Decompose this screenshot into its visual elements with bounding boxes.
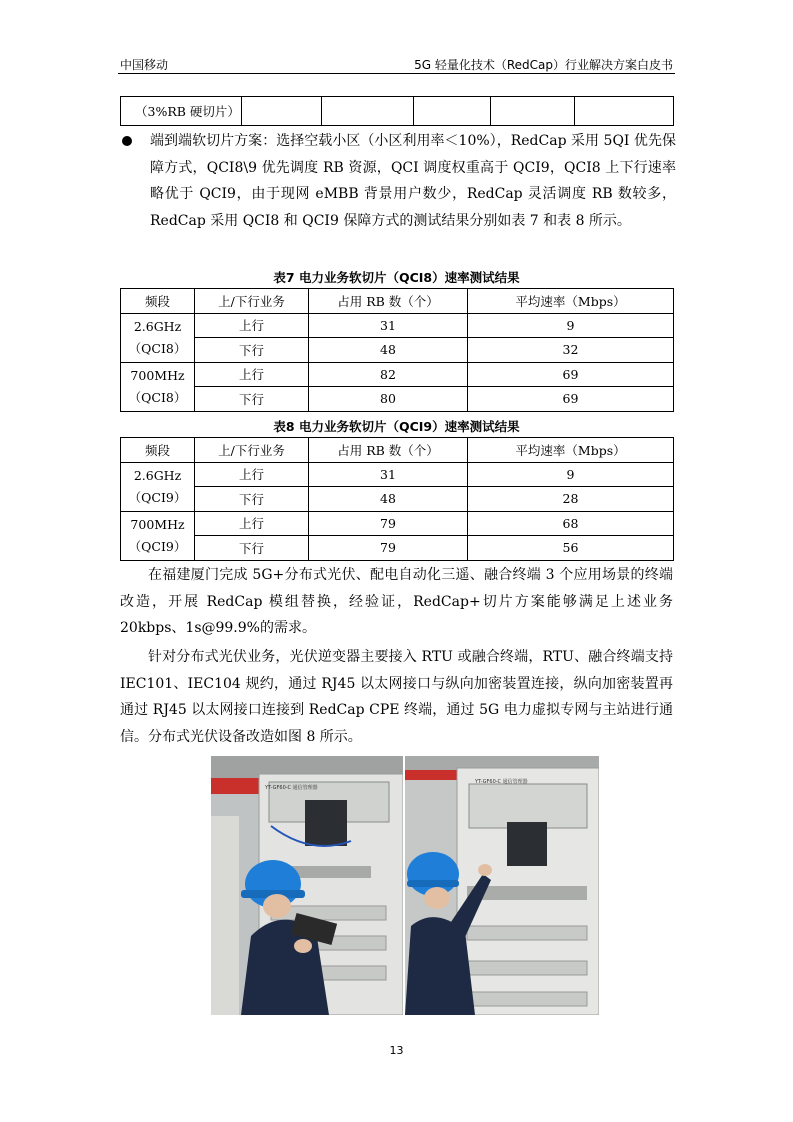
table-row [121,487,674,512]
bullet-paragraph [120,128,676,234]
table-cell: 上行 [195,462,309,487]
band-label: 700MHz [130,367,185,383]
photo-left [211,756,403,1015]
photo-left-illustration [211,756,403,1015]
band-cell [121,462,195,511]
panel-label: YT-GF60-C 通信管理器 [265,785,318,791]
table-row [121,97,674,126]
photo-right-illustration [405,756,599,1015]
table-cell: 79 [309,511,468,536]
photo-right [405,756,599,1015]
table-cell: 上行 [195,511,309,536]
qci-label: （QCI8） [128,340,187,356]
table-row [121,313,674,338]
paragraph-2 [120,644,673,750]
table8 [120,437,674,561]
header-divider [118,73,675,74]
table-cell [491,97,575,126]
band-label: 700MHz [130,516,185,532]
bullet-text: 端到端软切片方案：选择空载小区（小区利用率＜10%），RedCap 采用 5QI 优先保障方式，QCI8\9 优先调度 RB 资源，QCI 调度权重高于 QCI9，QCI8 上下行速率略优于 QCI9，由于现网 eMBB 背景用户数少，RedCap 灵活调度 RB 数较多，RedCap 采用 QCI8 和 QCI9 保障方式的测试结果分别如表 7 和表 8 所示。 [150,133,676,229]
table-cell [414,97,491,126]
table-cell: （3%RB 硬切片） [121,97,242,126]
table-cell: 9 [468,462,674,487]
panel-label: YT-GF60-C 通信管理器 [475,779,528,785]
table-cell: 上行 [195,313,309,338]
table-cell [242,97,322,126]
column-header: 平均速率（Mbps） [468,289,674,314]
paragraph-1 [120,562,673,642]
table-cell: 69 [468,362,674,387]
table-header-row [121,289,674,314]
table-cell: 上行 [195,362,309,387]
table-cell: 32 [468,338,674,363]
table-cell: 下行 [195,536,309,561]
band-cell [121,511,195,560]
column-header: 占用 RB 数（个） [309,438,468,463]
band-label: 2.6GHz [133,467,182,483]
table-row [121,536,674,561]
column-header: 频段 [121,438,195,463]
column-header: 上/下行业务 [195,438,309,463]
table8-caption: 表8 电力业务软切片（QCI9）速率测试结果 [273,419,520,434]
table-cell: 48 [309,487,468,512]
table-row [121,462,674,487]
table-cell: 82 [309,362,468,387]
header-left: 中国移动 [120,58,169,72]
table-row [121,387,674,412]
table-cell [322,97,414,126]
table-cell: 80 [309,387,468,412]
table-cell: 69 [468,387,674,412]
column-header: 上/下行业务 [195,289,309,314]
table-cell: 48 [309,338,468,363]
band-cell [121,313,195,362]
table-row [121,511,674,536]
continued-table [120,96,674,126]
qci-label: （QCI9） [128,489,187,505]
table7-caption: 表7 电力业务软切片（QCI8）速率测试结果 [273,270,520,285]
bullet-icon [122,136,132,146]
column-header: 占用 RB 数（个） [309,289,468,314]
column-header: 平均速率（Mbps） [468,438,674,463]
column-header: 频段 [121,289,195,314]
paragraph-text: 针对分布式光伏业务，光伏逆变器主要接入 RTU 或融合终端，RTU、融合终端支持 IEC101、IEC104 规约，通过 RJ45 以太网接口与纵向加密装置连接，纵向加密装置再通过 RJ45 以太网接口连接到 RedCap CPE 终端，通过 5G 电力虚拟专网与主站进行通信。分布式光伏设备改造如图 8 所示。 [120,649,673,745]
table-cell: 68 [468,511,674,536]
band-label: 2.6GHz [133,318,182,334]
table-row [121,338,674,363]
table-cell: 下行 [195,338,309,363]
band-cell [121,362,195,411]
table-cell: 下行 [195,387,309,412]
qci-label: （QCI8） [128,389,187,405]
header-right: 5G 轻量化技术（RedCap）行业解决方案白皮书 [414,58,673,72]
table-header-row [121,438,674,463]
table-row [121,362,674,387]
table-cell: 下行 [195,487,309,512]
table-cell: 79 [309,536,468,561]
table-cell [575,97,674,126]
table-cell: 31 [309,462,468,487]
table-cell: 31 [309,313,468,338]
table7 [120,288,674,412]
table-cell: 9 [468,313,674,338]
page-number: 13 [389,1044,404,1057]
paragraph-text: 在福建厦门完成 5G+分布式光伏、配电自动化三遥、融合终端 3 个应用场景的终端改造，开展 RedCap 模组替换，经验证，RedCap+切片方案能够满足上述业务 20kbps、1s@99.9%的需求。 [120,567,673,636]
table-cell: 56 [468,536,674,561]
table-cell: 28 [468,487,674,512]
qci-label: （QCI9） [128,538,187,554]
